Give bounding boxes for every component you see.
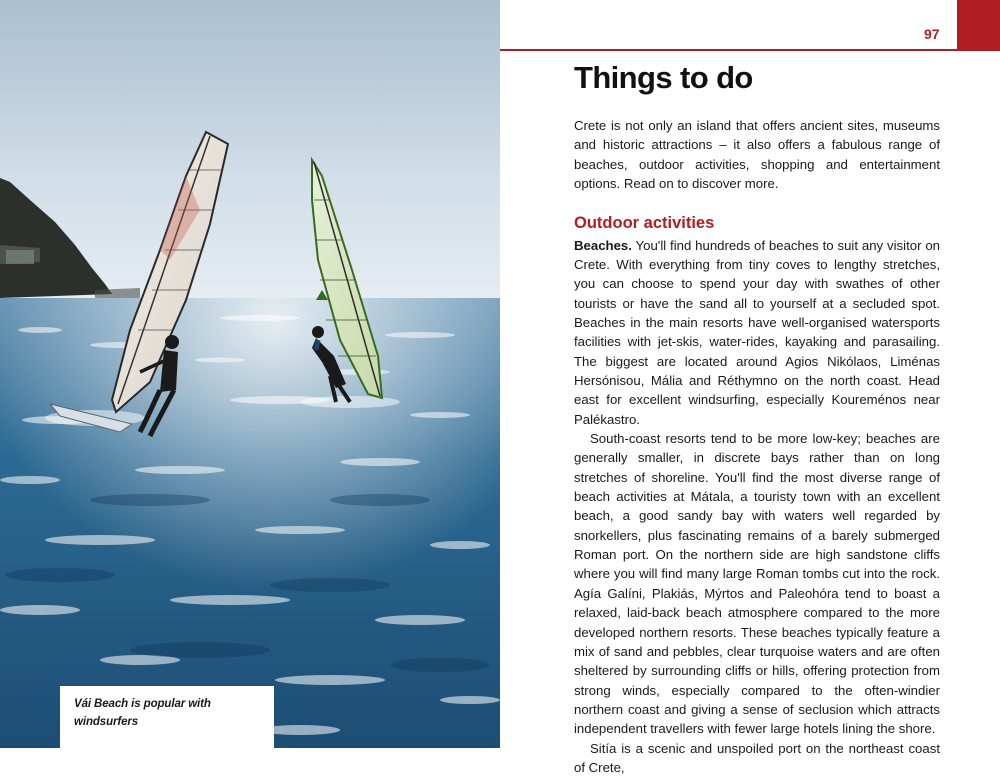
sitia-paragraph: Sitía is a scenic and unspoiled port on the northeast coast of Crete, (574, 740, 940, 775)
header-rule (500, 49, 1000, 51)
intro-paragraph: Crete is not only an island that offers ancient sites, museums and historic attractions – it also offers a fabulous range of beaches, outdoor activities, shopping and entertainment options. Read on to discover more. (574, 118, 940, 192)
beaches-lead-in: Beaches. (574, 237, 632, 253)
beaches-paragraph (574, 236, 940, 429)
windsurfing-photo (0, 0, 500, 748)
page-title: Things to do (574, 60, 753, 95)
beaches-text: You'll find hundreds of beaches to suit any visitor on Crete. With everything from tiny coves to lengthy stretches, you can choose to spend your day with swathes of other tourists or have the sand all to yourself at a secluded spot. Beaches in the main resorts have well-organised watersports facilities with jet-skis, water-rides, kayaking and parasailing. The biggest are located around Agios Nikólaos, Liménas Hersónisou, Mália and Réthymno on the north coast. Head east for excellent windsurfing, especially Koureménos near Palékastro. (574, 237, 940, 427)
photo-caption (60, 686, 274, 748)
text-page (500, 0, 1000, 775)
section-heading: Outdoor activities (574, 213, 715, 232)
caption-text: Vái Beach is popular with windsurfers (74, 698, 211, 728)
page-number: 97 (924, 26, 940, 42)
south-coast-paragraph: South-coast resorts tend to be more low-key; beaches are generally smaller, in discrete bays rather than on long stretches of shoreline. You'll find the most diverse range of beach activities at Mátala, a touristy town with an excellent beach, a good sandy bay with waters well regarded by snorkellers, plus fascinating remains of a barely submerged Roman port. On the northern side are high sandstone cliffs where you will find many large Roman tombs cut into the rock. Agía Galíni, Plakiás, Mýrtos and Paleohóra tend to boast a relaxed, laid-back beach atmosphere compared to the more developed northern resorts. These beaches typically feature a mix of sand and pebbles, clear turquoise waters and are often sheltered by surrounding cliffs or hills, offering protection from strong winds, especially compared to the often-windier northern coast and giving a sense of seclusion which attracts independent travellers with fewer large hotels lining the shore. (574, 431, 940, 737)
page-content (574, 58, 940, 777)
chapter-tab (957, 0, 1000, 51)
